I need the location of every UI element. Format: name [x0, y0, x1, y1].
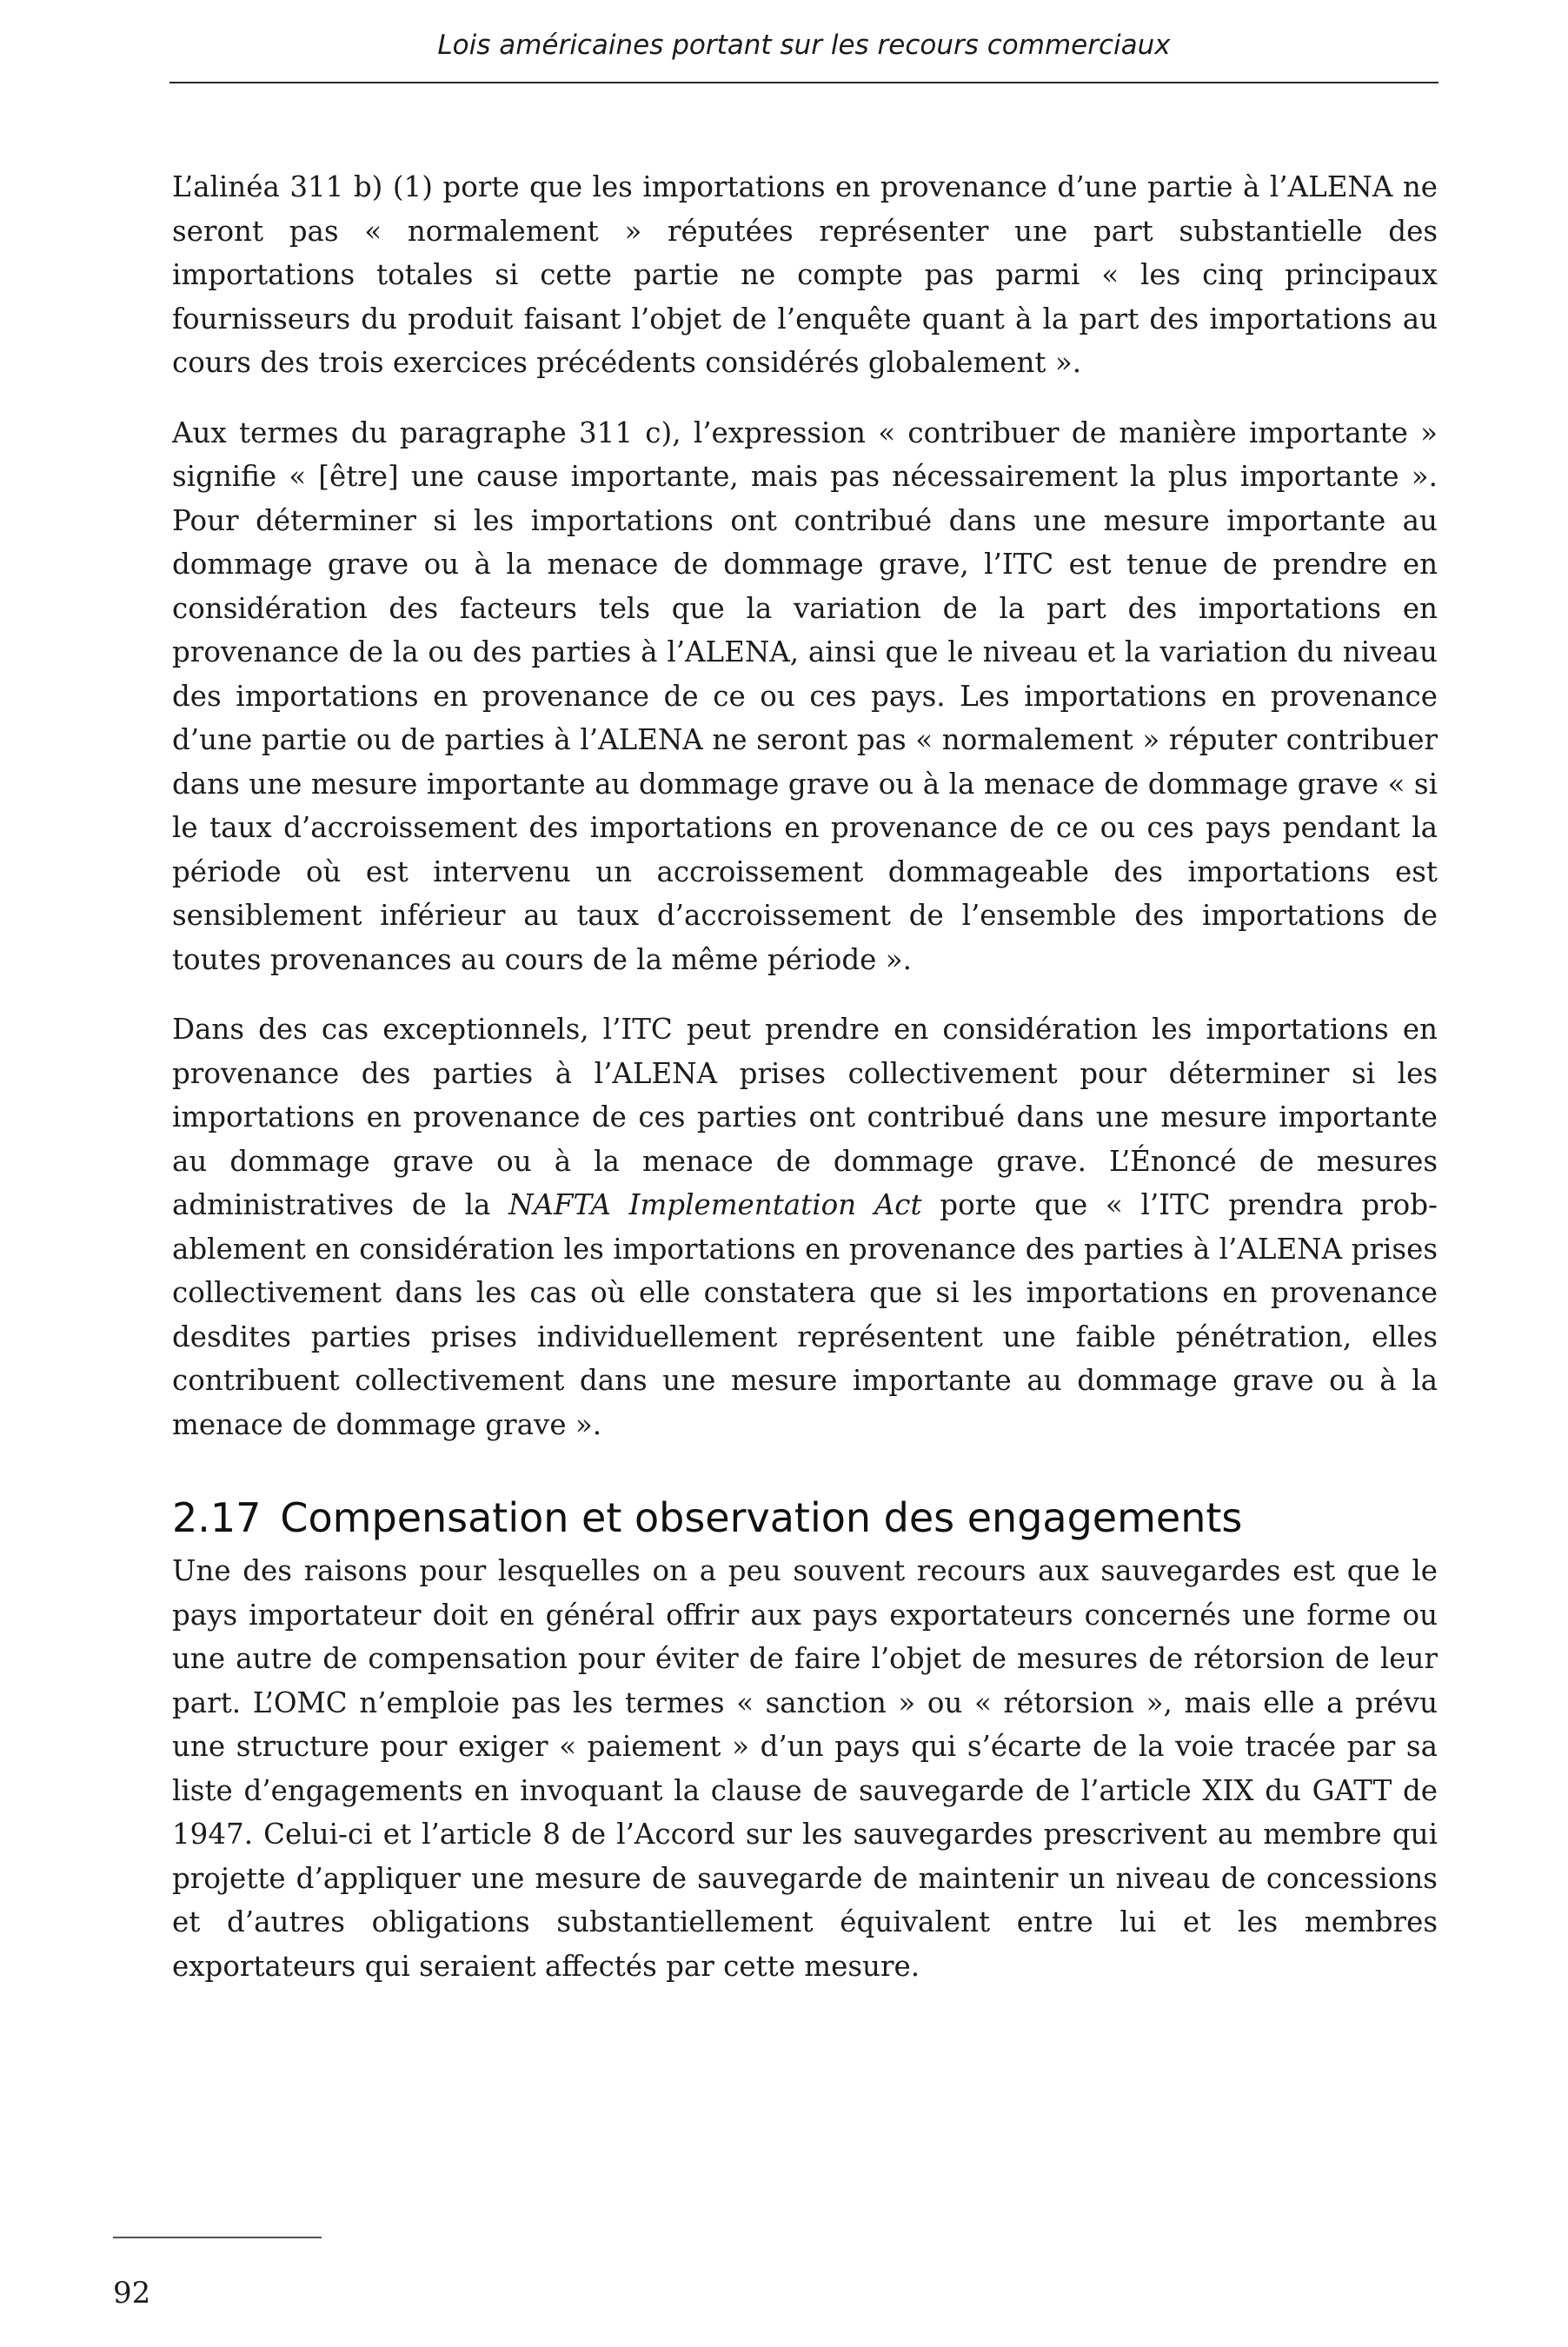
paragraph-text-start: Dans des cas exceptionnels, l’ITC peut prendre en considération les importations en provenance des parties à l’ALENA prises collectivement pour déterminer si les importations en provenance de ces parties ont contribué dans une mesure importante au dommage grave ou à la menace de dommage grave. L’Énoncé de mesures administratives de la — [172, 1013, 1438, 1221]
section-heading — [172, 1492, 1438, 1544]
act-title-italic: NAFTA Implementation Act — [508, 1188, 922, 1221]
paragraph-311c: Aux termes du paragraphe 311 c), l’expression « contribuer de manière importante » signifie « [être] une cause importante, mais pas nécessairement la plus importante ». Pour déterminer si les importations ont contribué dans une mesure importante au dommage grave ou à la menace de dommage grave, l’ITC est tenue de prendre en considération des facteurs tels que la variation de la part des importations en provenance de la ou des parties à l’ALENA, ainsi que le niveau et la variation du niveau des importations en provenance de ce ou ces pays. Les importations en provenance d’une partie ou de parties à l’ALENA ne seront pas « normalement » réputer contribuer dans une mesure importante au dommage grave ou à la menace de dommage grave « si le taux d’accroissement des importations en provenance de ce ou ces pays pendant la période où est intervenu un accroissement dommageable des importations est sensiblement inférieur au taux d’accroissement de l’ensemble des importations de toutes provenances au cours de la même période ». — [172, 416, 1438, 976]
page-number: 92 — [113, 2276, 151, 2310]
header-rule — [169, 82, 1438, 83]
paragraph-exceptional-cases — [172, 1007, 1438, 1446]
paragraph-compensation: Une des raisons pour lesquelles on a peu souvent recours aux sauvegardes est que le pays importateur doit en général offrir aux pays exportateurs concernés une forme ou une autre de compensation pour éviter de faire l’objet de mesures de rétorsion de leur part. L’OMC n’emploie pas les termes « sanction » ou « rétorsion », mais elle a prévu une structure pour exiger « paiement » d’un pays qui s’écarte de la voie tracée par sa liste d’engagements en invoquant la clause de sauvegarde de l’article XIX du GATT de 1947. Celui-ci et l’article 8 de l’Accord sur les sauvegardes prescrivent au membre qui projette d’appliquer une mesure de sauvegarde de maintenir un niveau de concessions et d’autres obligations substantiellement équivalent entre lui et les membres exportateurs qui seraient affectés par cette mesure. — [172, 1554, 1438, 1983]
section-title: Compensation et observation des engagements — [280, 1494, 1243, 1541]
footer-rule — [113, 2237, 322, 2238]
paragraph-text-end: porte que « l’ITC prendra probablement en considération les importations en provenance des parties à l’ALENA prises collectivement dans les cas où elle constatera que si les importations en provenance desdites parties prises individuellement représentent une faible pénétration, elles contribuent collectivement dans une mesure importante au dommage grave ou à la menace de dommage grave ». — [172, 1188, 1438, 1441]
page-body — [172, 165, 1438, 2014]
running-head: Lois américaines portant sur les recours commerciaux — [437, 30, 1171, 61]
paragraph-311b: L’alinéa 311 b) (1) porte que les importations en provenance d’une partie à l’ALENA ne seront pas « normalement » réputées représenter une part substantielle des importations totales si cette partie ne compte pas parmi « les cinq principaux fournisseurs du produit faisant l’objet de l’enquête quant à la part des importations au cours des trois exercices précédents considérés globalement ». — [172, 170, 1438, 379]
section-number: 2.17 — [172, 1494, 262, 1541]
